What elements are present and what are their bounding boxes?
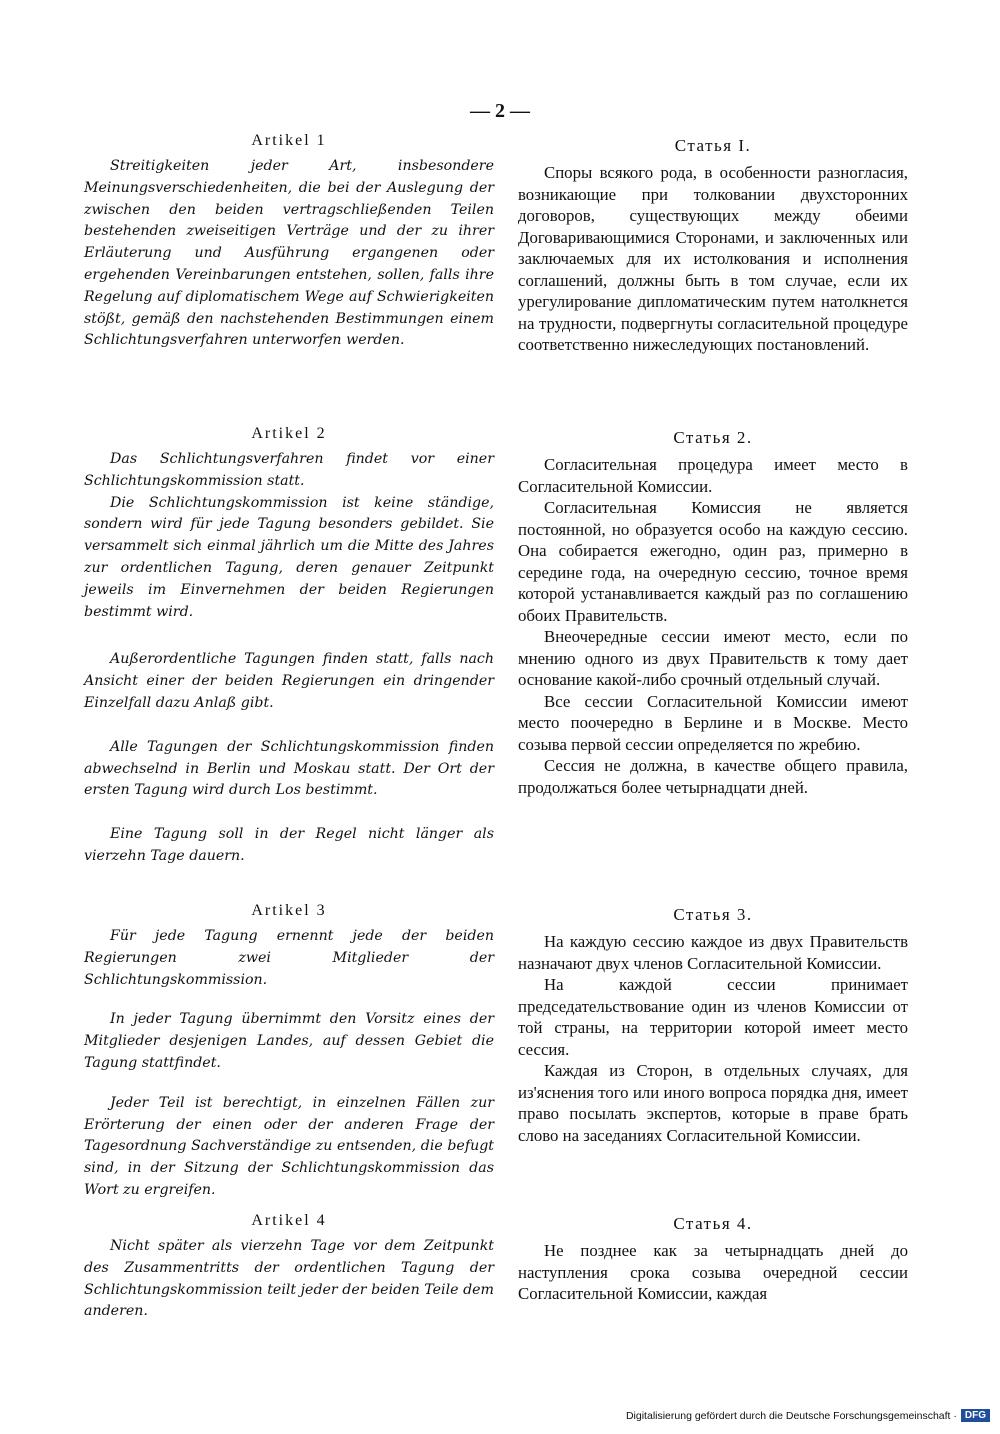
article-paragraph: In jeder Tagung übernimmt den Vorsitz eines der Mitglieder desjenigen Landes, auf dessen Gebiet die Tagung stattfindet. bbox=[84, 1011, 494, 1071]
german-article-1 bbox=[84, 132, 494, 352]
page-number: — 2 — bbox=[470, 100, 530, 122]
article-paragraph: Все сессии Согласительной Комиссии имеют место поочередно в Берлине и в Москве. Место созыва первой сессии определяется по жребию. bbox=[518, 691, 908, 754]
article-paragraph: На каждую сессию каждое из двух Правительств назначают двух членов Согласительной Комиссии. bbox=[518, 932, 908, 973]
article-heading: Статья 2. bbox=[673, 428, 753, 447]
german-article-4 bbox=[84, 1212, 494, 1323]
german-article-3 bbox=[84, 902, 494, 1202]
article-paragraph: Das Schlichtungsverfahren findet vor einer Schlichtungskommission statt. bbox=[84, 451, 494, 489]
russian-article-3 bbox=[518, 905, 908, 1146]
article-paragraph: Alle Tagungen der Schlichtungskommission finden abwechselnd in Berlin und Moskau statt. Der Ort der ersten Tagung wird durch Los bestimmt. bbox=[84, 738, 494, 799]
article-paragraph: Die Schlichtungskommission ist keine ständige, sondern wird für jede Tagung besonders gebildet. Sie versammelt sich einmal jährlich um die Mitte des Jahres zur ordentlichen Tagung, deren genauer Zeitpunkt jeweils im Einvernehmen der beiden Regierungen bestimmt wird. bbox=[84, 494, 494, 620]
article-heading: Artikel 3 bbox=[251, 902, 327, 919]
digitization-footer bbox=[626, 1409, 990, 1422]
dfg-logo: DFG bbox=[961, 1409, 990, 1422]
article-heading: Artikel 4 bbox=[251, 1212, 327, 1229]
article-paragraph: Сессия не должна, в качестве общего правила, продолжаться более четырнадцати дней. bbox=[518, 756, 908, 797]
article-paragraph: Внеочередные сессии имеют место, если по мнению одного из двух Правительств к тому дает основание какой-либо срочный отдельный случай. bbox=[518, 627, 908, 689]
russian-article-4 bbox=[518, 1214, 908, 1305]
article-heading: Статья 4. bbox=[673, 1214, 753, 1233]
article-paragraph: Споры всякого рода, в особенности разногласия, возникающие при толковании двухсторонних договоров, существующих между обеими Договаривающимися Сторонами, и заключенных или заключаемых для их истолкования и исполнения соглашений, должны быть в том случае, если их урегулирование дипломатическим путем натолкнется на трудности, подвергнуты согласительной процедуре соответственно нижеследующих постановлений. bbox=[518, 163, 908, 354]
article-paragraph: Nicht später als vierzehn Tage vor dem Zeitpunkt des Zusammentritts der ordentlichen Tagung der Schlichtungskommission teilt jeder der beiden Teile dem anderen. bbox=[84, 1238, 494, 1320]
article-heading: Artikel 1 bbox=[251, 132, 327, 149]
article-paragraph: Streitigkeiten jeder Art, insbesondere Meinungsverschiedenheiten, die bei der Auslegung der zwischen den beiden vertragschließenden Teilen bestehenden zweiseitigen Verträge und der zu ihrer Erläuterung und Ausführung ergangenen oder ergehenden Vereinbarungen entstehen, sollen, falls ihre Regelung auf diplomatischem Wege auf Schwierigkeiten stößt, gemäß den nachstehenden Bestimmungen einem Schlichtungsverfahren unterworfen werden. bbox=[84, 158, 494, 349]
article-heading: Статья 3. bbox=[673, 905, 753, 924]
article-heading: Artikel 2 bbox=[251, 425, 327, 442]
russian-article-1 bbox=[518, 136, 908, 356]
article-paragraph: Согласительная процедура имеет место в Согласительной Комиссии. bbox=[518, 455, 908, 496]
russian-article-2 bbox=[518, 428, 908, 798]
article-paragraph: Jeder Teil ist berechtigt, in einzelnen Fällen zur Erörterung der einen oder der anderen Frage der Tagesordnung Sachverständige zu entsenden, die befugt sind, in der Sitzung der Schlichtungskommission das Wort zu ergreifen. bbox=[84, 1094, 494, 1198]
article-paragraph: Für jede Tagung ernennt jede der beiden Regierungen zwei Mitglieder der Schlichtungskommission. bbox=[84, 928, 494, 988]
article-paragraph: На каждой сессии принимает председательствование один из членов Комиссии от той страны, на территории которой имеет место сессия. bbox=[518, 975, 908, 1059]
article-paragraph: Не позднее как за четырнадцать дней до наступления срока созыва очередной сессии Согласительной Комиссии, каждая bbox=[518, 1241, 908, 1303]
german-article-2 bbox=[84, 425, 494, 868]
article-paragraph: Каждая из Сторон, в отдельных случаях, для из'яснения того или иного вопроса порядка дня, имеет право посылать экспертов, которые в праве брать слово на заседаниях Согласительной Комиссии. bbox=[518, 1061, 908, 1145]
footer-text: Digitalisierung gefördert durch die Deutsche Forschungsgemeinschaft · bbox=[625, 1409, 957, 1422]
article-paragraph: Außerordentliche Tagungen finden statt, falls nach Ansicht einer der beiden Regierungen ein dringender Einzelfall dazu Anlaß gibt. bbox=[84, 651, 494, 711]
article-paragraph: Согласительная Комиссия не является постоянной, но образуется особо на каждую сессию. Она собирается ежегодно, один раз, примерно в середине года, на очередную сессию, точное время которой устанавливается каждый раз по соглашению обоих Правительств. bbox=[518, 498, 908, 625]
article-paragraph: Eine Tagung soll in der Regel nicht länger als vierzehn Tage dauern. bbox=[84, 826, 494, 864]
article-heading: Статья I. bbox=[674, 136, 752, 155]
